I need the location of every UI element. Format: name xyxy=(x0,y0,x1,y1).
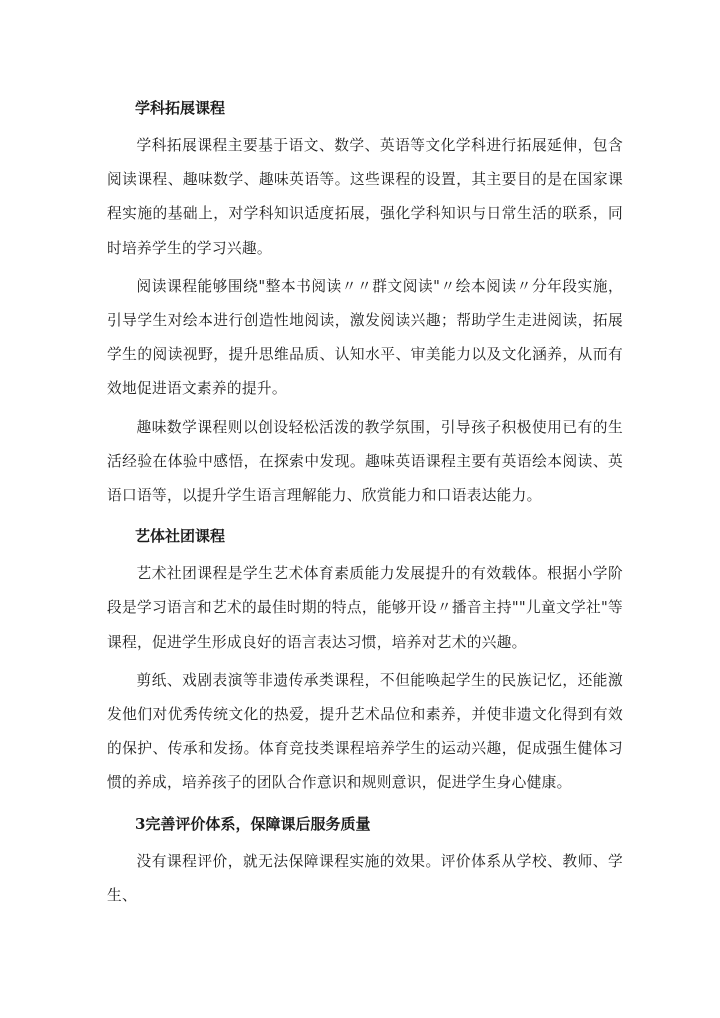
paragraph: 学科拓展课程主要基于语文、数学、英语等文化学科进行拓展延伸，包含阅读课程、趣味数学、趣味英语等。这些课程的设置，其主要目的是在国家课程实施的基础上，对学科知识适度拓展，强化学科知识与日常生活的联系，同时培养学生的学习兴趣。 xyxy=(107,137,623,257)
section-heading-evaluation-system: 3完善评价体系，保障课后服务质量 xyxy=(135,814,371,833)
paragraph: 趣味数学课程则以创设轻松活泼的教学氛围，引导孩子积极使用已有的生活经验在体验中感悟，在探索中发现。趣味英语课程主要有英语绘本阅读、英语口语等，以提升学生语言理解能力、欣赏能力和口语表达能力。 xyxy=(107,418,623,505)
section-heading-arts-sports-clubs: 艺体社团课程 xyxy=(135,527,226,546)
paragraph: 剪纸、戏剧表演等非遗传承类课程，不但能唤起学生的民族记忆，还能激发他们对优秀传统文化的热爱，提升艺术品位和素养，并使非遗文化得到有效的保护、传承和发扬。体育竞技类课程培养学生的运动兴趣，促成强生健体习惯的养成，培养孩子的团队合作意识和规则意识，促进学生身心健康。 xyxy=(107,671,623,792)
paragraph: 艺术社团课程是学生艺术体育素质能力发展提升的有效载体。根据小学阶段是学习语言和艺术的最佳时期的特点，能够开设〃播音主持""儿童文学社"等课程，促进学生形成良好的语言表达习惯，培养对艺术的兴趣。 xyxy=(107,565,623,651)
paragraph: 阅读课程能够围绕"整本书阅读〃〃群文阅读"〃绘本阅读〃分年段实施，引导学生对绘本进行创造性地阅读，激发阅读兴趣；帮助学生走进阅读，拓展学生的阅读视野，提升思维品质、认知水平、审美能力以及文化涵养，从而有效地促进语文素养的提升。 xyxy=(107,277,623,398)
document-page xyxy=(107,91,623,917)
section-heading-subject-extension: 学科拓展课程 xyxy=(135,99,226,117)
paragraph: 没有课程评价，就无法保障课程实施的效果。评价体系从学校、教师、学生、 xyxy=(107,852,623,904)
